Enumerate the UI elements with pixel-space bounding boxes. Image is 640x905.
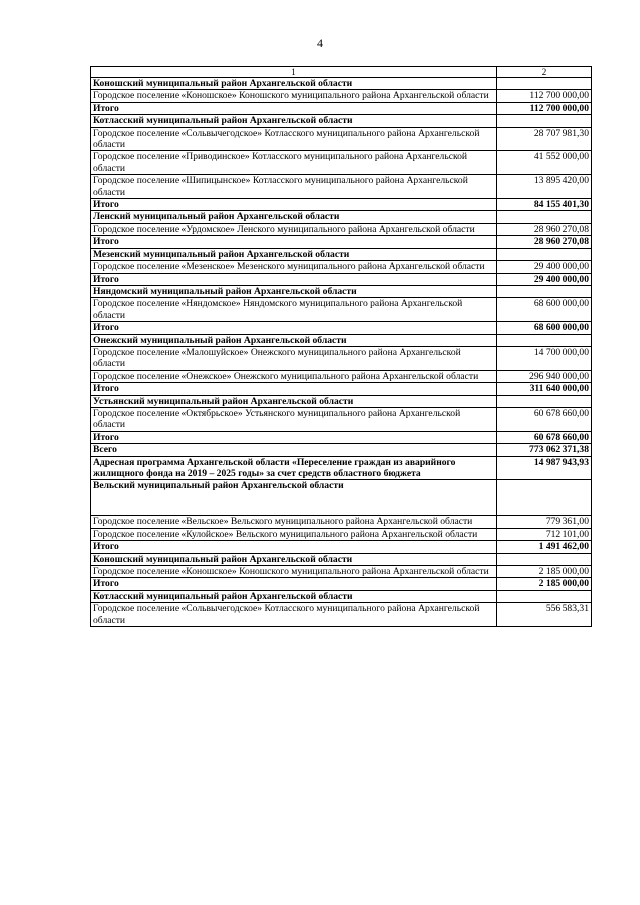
row-name-cell: Няндомский муниципальный район Архангельской области bbox=[91, 285, 497, 297]
row-name-cell: Итого bbox=[91, 102, 497, 114]
total-row bbox=[91, 541, 592, 553]
row-name-cell: Устьянский муниципальный район Архангельской области bbox=[91, 395, 497, 407]
row-name-cell: Городское поселение «Приводинское» Котласского муниципального района Архангельской области bbox=[91, 151, 497, 175]
district-row bbox=[91, 480, 592, 516]
row-name-cell: Итого bbox=[91, 431, 497, 443]
settlement-row bbox=[91, 528, 592, 540]
row-amount-cell: 14 987 943,93 bbox=[497, 456, 592, 480]
district-row bbox=[91, 285, 592, 297]
row-amount-cell: 2 185 000,00 bbox=[497, 578, 592, 590]
row-name-cell: Городское поселение «Вельское» Вельского муниципального района Архангельской области bbox=[91, 516, 497, 528]
settlement-row bbox=[91, 175, 592, 199]
row-name-cell: Городское поселение «Няндомское» Няндомского муниципального района Архангельской области bbox=[91, 298, 497, 322]
row-amount-cell: 41 552 000,00 bbox=[497, 151, 592, 175]
row-name-cell: Котласский муниципальный район Архангельской области bbox=[91, 590, 497, 602]
row-name-cell: Городское поселение «Сольвычегодское» Котласского муниципального района Архангельской области bbox=[91, 127, 497, 151]
row-amount-cell: 296 940 000,00 bbox=[497, 370, 592, 382]
row-amount-cell: 29 400 000,00 bbox=[497, 261, 592, 273]
row-name-cell: Итого bbox=[91, 541, 497, 553]
row-amount-cell: 779 361,00 bbox=[497, 516, 592, 528]
district-row bbox=[91, 248, 592, 260]
row-name-cell: Адресная программа Архангельской области «Переселение граждан из аварийного жилищного фонда на 2019 – 2025 годы» за счет средств областного бюджета bbox=[91, 456, 497, 480]
row-amount-cell: 13 895 420,00 bbox=[497, 175, 592, 199]
row-name-cell: Итого bbox=[91, 322, 497, 334]
total-row bbox=[91, 322, 592, 334]
row-amount-cell: 28 960 270,08 bbox=[497, 223, 592, 235]
row-name-cell: Ленский муниципальный район Архангельской области bbox=[91, 211, 497, 223]
row-amount-cell: 112 700 000,00 bbox=[497, 102, 592, 114]
row-name-cell: Итого bbox=[91, 273, 497, 285]
row-name-cell: Городское поселение «Шипицынское» Котласского муниципального района Архангельской области bbox=[91, 175, 497, 199]
program-row bbox=[91, 456, 592, 480]
settlement-row bbox=[91, 566, 592, 578]
row-name-cell: Коношский муниципальный район Архангельской области bbox=[91, 78, 497, 90]
column-header-1: 1 bbox=[91, 67, 497, 78]
row-amount-cell: 773 062 371,38 bbox=[497, 444, 592, 456]
row-name-cell: Итого bbox=[91, 236, 497, 248]
total-row bbox=[91, 199, 592, 211]
row-name-cell: Городское поселение «Мезенское» Мезенского муниципального района Архангельской области bbox=[91, 261, 497, 273]
row-amount-cell bbox=[497, 553, 592, 565]
row-amount-cell: 60 678 660,00 bbox=[497, 431, 592, 443]
settlement-row bbox=[91, 298, 592, 322]
row-name-cell: Городское поселение «Сольвычегодское» Котласского муниципального района Архангельской области bbox=[91, 603, 497, 627]
row-amount-cell bbox=[497, 590, 592, 602]
settlement-row bbox=[91, 223, 592, 235]
settlement-row bbox=[91, 516, 592, 528]
table-header-row bbox=[91, 67, 592, 78]
row-amount-cell: 311 640 000,00 bbox=[497, 383, 592, 395]
settlement-row bbox=[91, 370, 592, 382]
district-row bbox=[91, 590, 592, 602]
row-amount-cell bbox=[497, 248, 592, 260]
row-amount-cell: 29 400 000,00 bbox=[497, 273, 592, 285]
settlement-row bbox=[91, 261, 592, 273]
row-name-cell: Городское поселение «Октябрьское» Устьянского муниципального района Архангельской области bbox=[91, 407, 497, 431]
row-name-cell: Мезенский муниципальный район Архангельской области bbox=[91, 248, 497, 260]
row-name-cell: Коношский муниципальный район Архангельской области bbox=[91, 553, 497, 565]
row-amount-cell: 112 700 000,00 bbox=[497, 90, 592, 102]
row-amount-cell: 2 185 000,00 bbox=[497, 566, 592, 578]
row-amount-cell: 1 491 462,00 bbox=[497, 541, 592, 553]
budget-table bbox=[90, 66, 592, 627]
row-name-cell: Онежский муниципальный район Архангельской области bbox=[91, 334, 497, 346]
row-name-cell: Котласский муниципальный район Архангельской области bbox=[91, 115, 497, 127]
settlement-row bbox=[91, 127, 592, 151]
total-row bbox=[91, 102, 592, 114]
settlement-row bbox=[91, 151, 592, 175]
column-header-2: 2 bbox=[497, 67, 592, 78]
row-name-cell: Городское поселение «Коношское» Коношского муниципального района Архангельской области bbox=[91, 566, 497, 578]
row-amount-cell bbox=[497, 78, 592, 90]
row-amount-cell bbox=[497, 334, 592, 346]
row-amount-cell: 556 583,31 bbox=[497, 603, 592, 627]
district-row bbox=[91, 78, 592, 90]
row-amount-cell bbox=[497, 285, 592, 297]
total-row bbox=[91, 578, 592, 590]
row-amount-cell bbox=[497, 211, 592, 223]
row-name-cell: Итого bbox=[91, 199, 497, 211]
total-row bbox=[91, 383, 592, 395]
district-row bbox=[91, 334, 592, 346]
row-amount-cell bbox=[497, 480, 592, 516]
row-amount-cell bbox=[497, 115, 592, 127]
row-amount-cell bbox=[497, 395, 592, 407]
row-amount-cell: 712 101,00 bbox=[497, 528, 592, 540]
district-row bbox=[91, 395, 592, 407]
total-row bbox=[91, 273, 592, 285]
district-row bbox=[91, 211, 592, 223]
settlement-row bbox=[91, 90, 592, 102]
row-amount-cell: 60 678 660,00 bbox=[497, 407, 592, 431]
row-amount-cell: 14 700 000,00 bbox=[497, 346, 592, 370]
page-number: 4 bbox=[317, 36, 323, 50]
total-row bbox=[91, 236, 592, 248]
district-row bbox=[91, 553, 592, 565]
settlement-row bbox=[91, 407, 592, 431]
row-name-cell: Вельский муниципальный район Архангельской области bbox=[91, 480, 497, 516]
row-amount-cell: 68 600 000,00 bbox=[497, 298, 592, 322]
row-name-cell: Итого bbox=[91, 578, 497, 590]
row-amount-cell: 28 707 981,30 bbox=[497, 127, 592, 151]
row-amount-cell: 84 155 401,30 bbox=[497, 199, 592, 211]
table-body bbox=[91, 67, 592, 627]
row-name-cell: Городское поселение «Кулойское» Вельского муниципального района Архангельской области bbox=[91, 528, 497, 540]
settlement-row bbox=[91, 346, 592, 370]
district-row bbox=[91, 115, 592, 127]
row-amount-cell: 28 960 270,08 bbox=[497, 236, 592, 248]
total-row bbox=[91, 431, 592, 443]
total-row bbox=[91, 444, 592, 456]
row-amount-cell: 68 600 000,00 bbox=[497, 322, 592, 334]
settlement-row bbox=[91, 603, 592, 627]
row-name-cell: Всего bbox=[91, 444, 497, 456]
row-name-cell: Городское поселение «Коношское» Коношского муниципального района Архангельской области bbox=[91, 90, 497, 102]
row-name-cell: Городское поселение «Урдомское» Ленского муниципального района Архангельской области bbox=[91, 223, 497, 235]
row-name-cell: Городское поселение «Онежское» Онежского муниципального района Архангельской области bbox=[91, 370, 497, 382]
row-name-cell: Городское поселение «Малошуйское» Онежского муниципального района Архангельской области bbox=[91, 346, 497, 370]
row-name-cell: Итого bbox=[91, 383, 497, 395]
